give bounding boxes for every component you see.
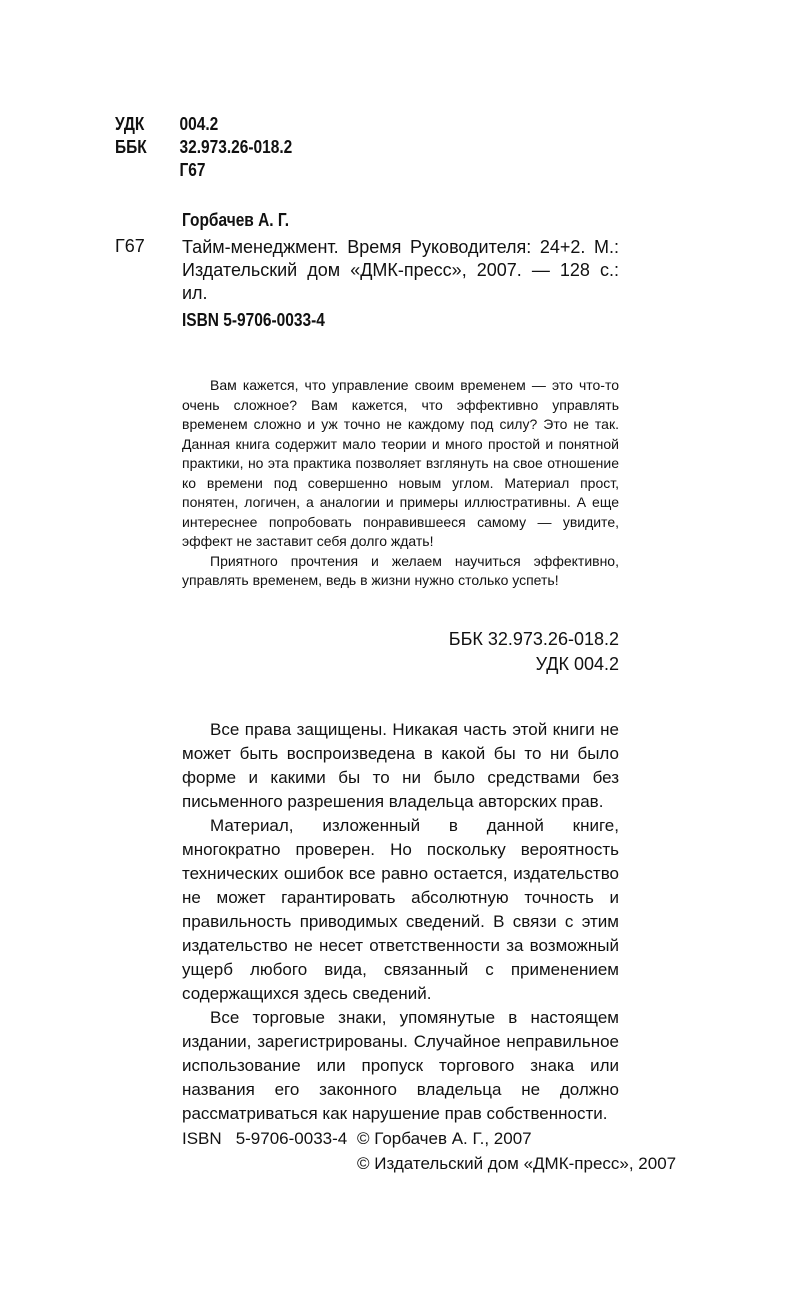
annotation bbox=[182, 376, 619, 591]
bbk-code: ББК 32.973.26-018.2 bbox=[448, 629, 619, 649]
udk-label: УДК bbox=[115, 114, 145, 134]
annotation-paragraph: Вам кажется, что управление своим временем — это что-то очень сложное? Вам кажется, что эффективно управлять временем сложно и уж точно не каждому под силу? Это не так. Данная книга содержит мало теории и много простой и понятной практики, но эта практика позволяет взглянуть на свое отношение ко времени под совершенно новым углом. Материал прост, понятен, логичен, а аналогии и примеры иллюстративны. А еще интереснее попробовать понравившееся самому — увидите, эффект не заставит себя долго ждать! bbox=[182, 377, 619, 549]
bbk-row bbox=[115, 136, 292, 159]
copyright-block bbox=[357, 1126, 676, 1176]
footer-isbn-label: ISBN bbox=[182, 1129, 222, 1148]
rights-paragraph: Все торговые знаки, упомянутые в настоящем издании, зарегистрированы. Случайное неправильное использование или пропуск торгового знака или названия его законного владельца не должно рассматриваться как нарушение прав собственности. bbox=[182, 1008, 619, 1123]
rights-notice bbox=[182, 718, 619, 1126]
annotation-paragraph: Приятного прочтения и желаем научиться эффективно, управлять временем, ведь в жизни нужно столько успеть! bbox=[182, 552, 619, 588]
udk-code: УДК 004.2 bbox=[535, 654, 619, 674]
author-sign: Г67 bbox=[179, 160, 206, 180]
isbn: ISBN 5-9706-0033-4 bbox=[182, 310, 325, 330]
author-sign-row bbox=[115, 159, 292, 182]
classification-block bbox=[449, 627, 619, 677]
footer-isbn-number: 5-9706-0033-4 bbox=[235, 1129, 348, 1148]
udk-row bbox=[115, 113, 292, 136]
bbk-label: ББК bbox=[115, 137, 147, 157]
classification-codes bbox=[115, 113, 292, 182]
bibliographic-description: Тайм-менеджмент. Время Руководителя: 24+2. М.: Издательский дом «ДМК-пресс», 2007. — 128 с.: ил. bbox=[182, 237, 619, 303]
author-name: Горбачев А. Г. bbox=[182, 210, 290, 230]
bbk-value: 32.973.26-018.2 bbox=[179, 137, 293, 157]
rights-paragraph: Материал, изложенный в данной книге, многократно проверен. Но поскольку вероятность технических ошибок все равно остается, издательство не может гарантировать абсолютную точность и правильность приводимых сведений. В связи с этим издательство не несет ответственности за возможный ущерб любого вида, связанный с применением содержащихся здесь сведений. bbox=[182, 816, 619, 1003]
rights-paragraph: Все права защищены. Никакая часть этой книги не может быть воспроизведена в какой бы то ни было форме и какими бы то ни было средствами без письменного разрешения владельца авторских прав. bbox=[182, 720, 619, 811]
footer-isbn bbox=[182, 1126, 347, 1151]
copyright-publisher: © Издательский дом «ДМК-пресс», 2007 bbox=[357, 1154, 677, 1173]
copyright-author: © Горбачев А. Г., 2007 bbox=[357, 1129, 532, 1148]
author-sign-code: Г67 bbox=[115, 236, 145, 256]
udk-value: 004.2 bbox=[179, 114, 219, 134]
